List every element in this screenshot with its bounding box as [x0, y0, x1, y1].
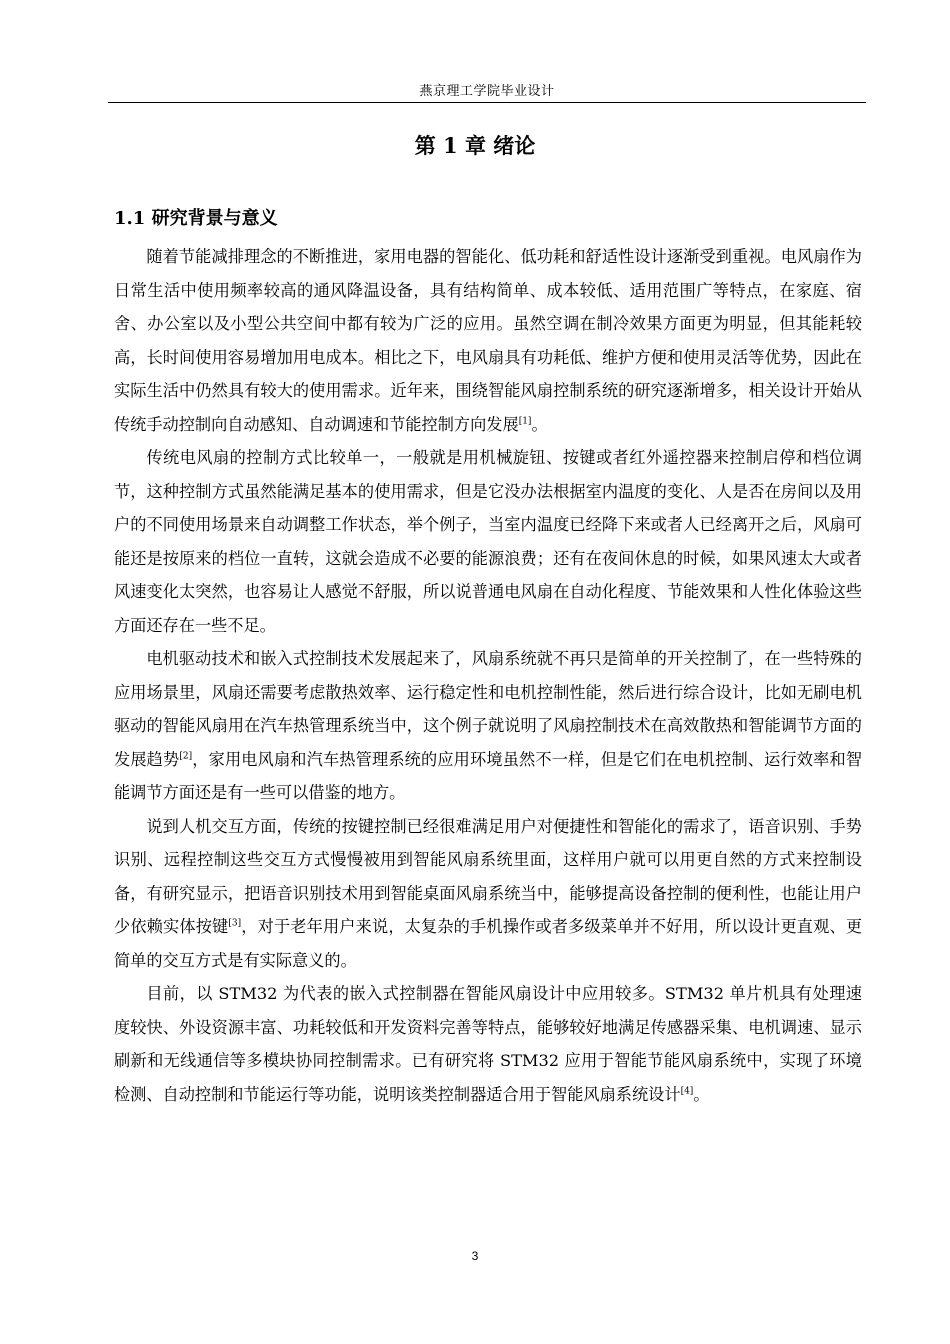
paragraph-text: 目前，以 STM32 为代表的嵌入式控制器在智能风扇设计中应用较多。STM32 单片机具有处理速度较快、外设资源丰富、功耗较低和开发资料完善等特点，能够较好地满足传感器采集、电机调速、显示刷新和无线通信等多模块协同控制需求。已有研究将 STM32 应用于智能节能风扇系统中，实现了环境检测、自动控制和节能运行等功能，说明该类控制器适合用于智能风扇系统设计 [114, 984, 862, 1104]
paragraph [114, 240, 862, 441]
paragraph-tail: ，家用电风扇和汽车热管理系统的应用环境虽然不一样，但是它们在电机控制、运行效率和智能调节方面还是有一些可以借鉴的地方。 [114, 749, 863, 802]
citation: [3] [228, 918, 242, 929]
page-header: 燕京理工学院毕业设计 [419, 84, 555, 99]
paragraph-text: 传统电风扇的控制方式比较单一，一般就是用机械旋钮、按键或者红外遥控器来控制启停和档位调节，这种控制方式虽然能满足基本的使用需求，但是它没办法根据室内温度的变化、人是否在房间以及用户的不同使用场景来自动调整工作状态，举个例子，当室内温度已经降下来或者人已经离开之后，风扇可能还是按原来的档位一直转，这就会造成不必要的能源浪费；还有在夜间休息的时候，如果风速太大或者风速变化太突然，也容易让人感觉不舒服，所以说普通电风扇在自动化程度、节能效果和人性化体验这些方面还存在一些不足。 [114, 448, 862, 635]
citation: [4] [680, 1086, 694, 1097]
paragraph-tail: 。 [693, 1084, 710, 1104]
paragraph [114, 810, 862, 978]
body-text [114, 240, 862, 1111]
paragraph-tail: 。 [531, 414, 548, 434]
paragraph [114, 642, 862, 810]
citation: [1] [518, 416, 532, 427]
page-number: 3 [471, 1249, 479, 1263]
section-title: 1.1 研究背景与意义 [114, 208, 278, 229]
paragraph [114, 441, 862, 642]
paragraph-text: 说到人机交互方面，传统的按键控制已经很难满足用户对便捷性和智能化的需求了，语音识别、手势识别、远程控制这些交互方式慢慢被用到智能风扇系统里面，这样用户就可以用更自然的方式来控制设备，有研究显示，把语音识别技术用到智能桌面风扇系统当中，能够提高设备控制的便利性，也能让用户少依赖实体按键 [114, 816, 862, 936]
paragraph [114, 977, 862, 1111]
paragraph-text: 电机驱动技术和嵌入式控制技术发展起来了，风扇系统就不再只是简单的开关控制了，在一些特殊的应用场景里，风扇还需要考虑散热效率、运行稳定性和电机控制性能，然后进行综合设计，比如无刷电机驱动的智能风扇用在汽车热管理系统当中，这个例子就说明了风扇控制技术在高效散热和智能调节方面的发展趋势 [114, 649, 862, 769]
paragraph-text: 随着节能减排理念的不断推进，家用电器的智能化、低功耗和舒适性设计逐渐受到重视。电风扇作为日常生活中使用频率较高的通风降温设备，具有结构简单、成本较低、适用范围广等特点，在家庭、宿舍、办公室以及小型公共空间中都有较为广泛的应用。虽然空调在制冷效果方面更为明显，但其能耗较高，长时间使用容易增加用电成本。相比之下，电风扇具有功耗低、维护方便和使用灵活等优势，因此在实际生活中仍然具有较大的使用需求。近年来，围绕智能风扇控制系统的研究逐渐增多，相关设计开始从传统手动控制向自动感知、自动调速和节能控制方向发展 [114, 247, 862, 434]
header-rule [108, 102, 866, 103]
paragraph-tail: ，对于老年用户来说，太复杂的手机操作或者多级菜单并不好用，所以设计更直观、更简单的交互方式是有实际意义的。 [114, 917, 862, 970]
chapter-title: 第 1 章 绪论 [414, 133, 536, 158]
citation: [2] [179, 751, 193, 762]
